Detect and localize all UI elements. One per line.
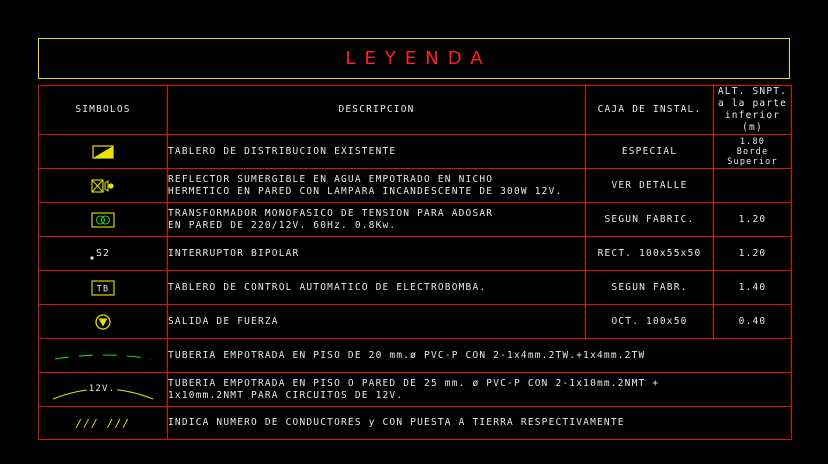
table-row (39, 135, 792, 169)
box-cell: SEGUN FABRIC. (586, 203, 714, 237)
box-cell: RECT. 100x55x50 (586, 237, 714, 271)
transformer-icon (91, 212, 115, 228)
wall-floor-conduit-icon (51, 378, 155, 402)
alt-value: Superior (727, 156, 778, 167)
box-cell: ESPECIAL (586, 135, 714, 169)
control-panel-icon (91, 280, 115, 296)
box-cell: OCT. 100x50 (586, 305, 714, 339)
symbol-cell (39, 305, 168, 339)
symbol-cell (39, 339, 168, 373)
table-row (39, 271, 792, 305)
description-text: EN PARED DE 220/12V. 60Hz. 0.8Kw. (168, 219, 397, 231)
title-frame (38, 38, 790, 79)
symbol-cell (39, 407, 168, 440)
description-cell (168, 407, 792, 440)
alt-cell (714, 169, 792, 203)
alt-cell: 1.20 (714, 237, 792, 271)
floor-conduit-icon (53, 349, 153, 363)
description-text: 1x10mm.2NMT PARA CIRCUITOS DE 12V. (168, 389, 404, 401)
description-text: TUBERIA EMPOTRADA EN PISO DE 20 mm.ø PVC-P CON 2-1x4mm.2TW.+1x4mm.2TW (168, 349, 646, 361)
description-text: TRANSFORMADOR MONOFASICO DE TENSION PARA ADOSAR (168, 207, 494, 219)
description-text: TABLERO DE DISTRIBUCION EXISTENTE (168, 145, 397, 157)
symbol-cell (39, 237, 168, 271)
alt-value: Borde (736, 146, 769, 157)
box-cell: SEGUN FABR. (586, 271, 714, 305)
description-cell (168, 203, 586, 237)
header-box: CAJA DE INSTAL. (586, 86, 714, 135)
table-row (39, 407, 792, 440)
table-row (39, 203, 792, 237)
distribution-panel-icon (92, 145, 114, 159)
alt-cell: 0.40 (714, 305, 792, 339)
symbol-cell (39, 373, 168, 407)
header-alt-line: inferior (m) (724, 110, 781, 133)
description-cell (168, 305, 586, 339)
alt-cell: 1.40 (714, 271, 792, 305)
control-panel-label: TB (96, 284, 110, 294)
conductor-marks: /// /// (75, 417, 131, 430)
table-row (39, 305, 792, 339)
header-alt (714, 86, 792, 135)
header-alt-line: ALT. SNPT. (717, 86, 788, 97)
symbol-cell (39, 169, 168, 203)
description-cell (168, 339, 792, 373)
power-outlet-icon (93, 313, 113, 331)
symbol-cell (39, 203, 168, 237)
alt-cell (714, 135, 792, 169)
table-row (39, 373, 792, 407)
description-text: SALIDA DE FUERZA (168, 315, 279, 327)
conduit-voltage-label: 12V. (88, 383, 116, 394)
submersible-reflector-icon (91, 178, 115, 194)
description-cell (168, 373, 792, 407)
description-cell (168, 169, 586, 203)
description-cell (168, 135, 586, 169)
alt-cell: 1.20 (714, 203, 792, 237)
symbol-cell (39, 271, 168, 305)
description-text: TUBERIA EMPOTRADA EN PISO O PARED DE 25 mm. ø PVC-P CON 2-1x10mm.2NMT + (168, 377, 660, 389)
header-alt-line: a la parte (717, 98, 788, 109)
header-description: DESCRIPCION (168, 86, 586, 135)
description-cell (168, 271, 586, 305)
description-text: REFLECTOR SUMERGIBLE EN AGUA EMPOTRADO EN NICHO (168, 173, 494, 185)
description-text: INTERRUPTOR BIPOLAR (168, 247, 300, 259)
description-text: HERMETICO EN PARED CON LAMPARA INCANDESCENTE DE 300W 12V. (168, 185, 563, 197)
description-cell (168, 237, 586, 271)
header-symbols: SIMBOLOS (39, 86, 168, 135)
conductor-count-icon (73, 415, 133, 431)
box-cell: VER DETALLE (586, 169, 714, 203)
description-text: TABLERO DE CONTROL AUTOMATICO DE ELECTROBOMBA. (168, 281, 487, 293)
description-text: INDICA NUMERO DE CONDUCTORES y CON PUESTA A TIERRA RESPECTIVAMENTE (168, 417, 625, 428)
alt-value: 1.80 (739, 136, 766, 147)
header-row (39, 86, 792, 135)
symbol-cell (39, 135, 168, 169)
legend-table (38, 85, 792, 440)
table-row (39, 237, 792, 271)
legend-title: LEYENDA (345, 48, 492, 69)
table-row (39, 169, 792, 203)
bipolar-switch-icon (88, 246, 118, 262)
bipolar-switch-label: S2 (96, 247, 111, 259)
table-row (39, 339, 792, 373)
